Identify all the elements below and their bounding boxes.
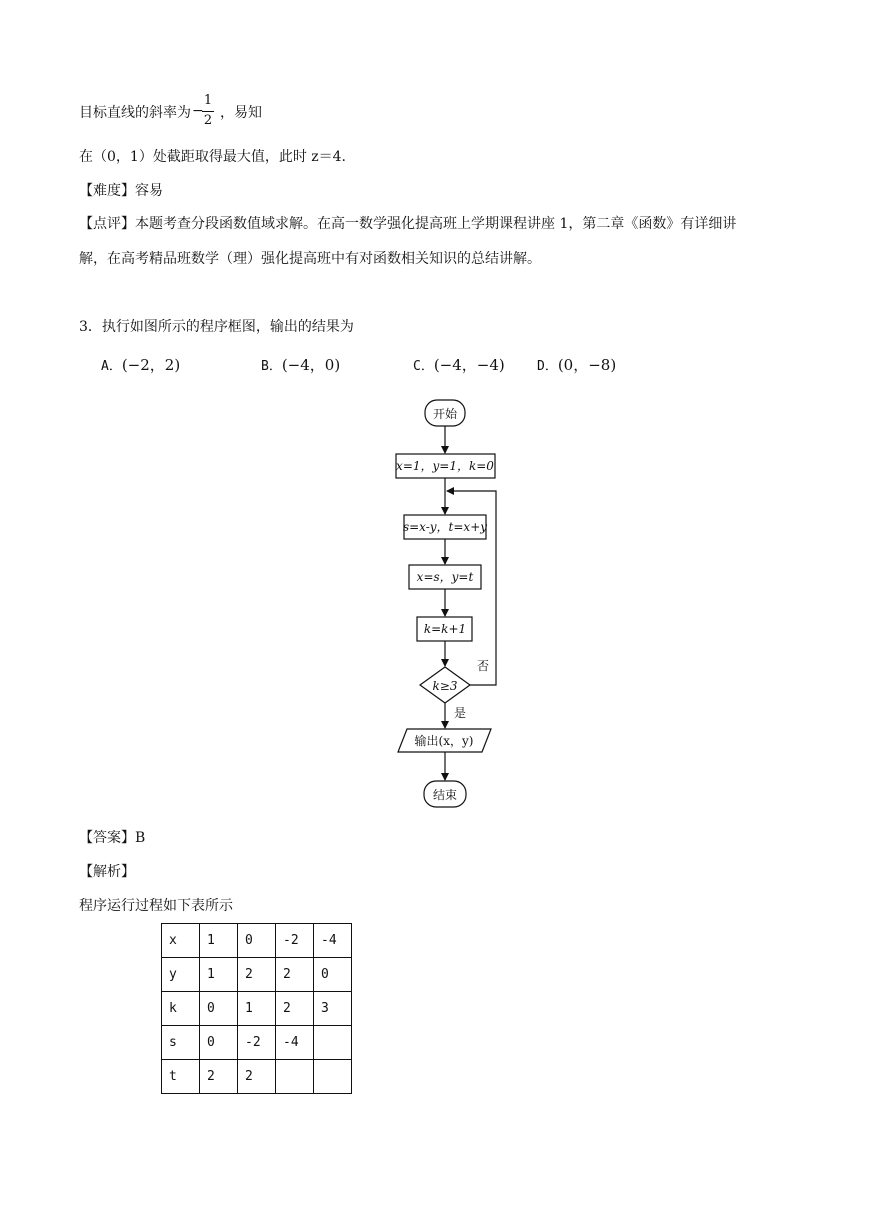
table-cell: 0: [314, 958, 352, 992]
table-cell: -4: [314, 924, 352, 958]
table-row: [162, 1026, 352, 1060]
table-cell: 2: [276, 958, 314, 992]
table-cell: 2: [200, 1060, 238, 1094]
table-cell: 2: [238, 1060, 276, 1094]
flow-step1-label: s=x-y，t=x+y: [402, 520, 488, 534]
flow-yes-label: 是: [454, 706, 467, 720]
table-cell: x: [162, 924, 200, 958]
max-intercept-line: 在（0，1）处截距取得最大值，此时 z＝4.: [79, 149, 346, 165]
table-cell: 1: [200, 958, 238, 992]
table-cell: 3: [314, 992, 352, 1026]
answer-line: 【答案】B: [79, 830, 146, 846]
flow-step3-label: k=k+1: [423, 622, 467, 636]
flow-condition-label: k≥3: [432, 679, 458, 693]
option-a-letter: A．: [101, 359, 122, 374]
flow-end-label: 结束: [432, 788, 458, 802]
table-cell: t: [162, 1060, 200, 1094]
table-row: [162, 924, 352, 958]
trace-table: [161, 923, 352, 1094]
table-cell: [314, 1060, 352, 1094]
slope-text: 目标直线的斜率为: [79, 105, 191, 121]
flow-output-label: 输出(x，y): [414, 734, 474, 748]
analysis-label: 【解析】: [79, 864, 135, 880]
question-stem: 3．执行如图所示的程序框图，输出的结果为: [79, 319, 354, 335]
table-cell: 2: [238, 958, 276, 992]
table-cell: [314, 1026, 352, 1060]
table-cell: -2: [238, 1026, 276, 1060]
table-cell: -4: [276, 1026, 314, 1060]
option-d-value: (0，−8): [557, 356, 617, 374]
table-cell: s: [162, 1026, 200, 1060]
comment-line-2: 解，在高考精品班数学（理）强化提高班中有对函数相关知识的总结讲解。: [79, 251, 541, 267]
table-intro: 程序运行过程如下表所示: [79, 898, 233, 914]
table-cell: -2: [276, 924, 314, 958]
option-c-value: (−4，−4): [433, 356, 505, 374]
option-b-value: (−4，0): [281, 356, 341, 374]
table-cell: 0: [238, 924, 276, 958]
option-d-letter: D．: [537, 359, 558, 374]
difficulty-line: 【难度】容易: [79, 183, 163, 199]
slope-text-suffix: ，易知: [220, 105, 262, 121]
flow-step2-label: x=s，y=t: [416, 570, 474, 584]
table-cell: 1: [200, 924, 238, 958]
fraction-denominator: 2: [203, 113, 213, 128]
table-cell: 0: [200, 992, 238, 1026]
flow-no-label: 否: [477, 659, 490, 673]
table-cell: y: [162, 958, 200, 992]
fraction-minus: −: [192, 103, 204, 119]
fraction-numerator: 1: [203, 93, 213, 108]
option-b-letter: B．: [261, 359, 282, 374]
table-row: [162, 958, 352, 992]
table-cell: 2: [276, 992, 314, 1026]
table-cell: 1: [238, 992, 276, 1026]
table-cell: [276, 1060, 314, 1094]
option-a-value: (−2，2): [121, 356, 181, 374]
comment-line-1: 【点评】本题考查分段函数值域求解。在高一数学强化提高班上学期课程讲座 1，第二章《函数》有详细讲: [79, 216, 737, 232]
table-cell: 0: [200, 1026, 238, 1060]
flow-start-label: 开始: [432, 407, 458, 421]
table-row: [162, 1060, 352, 1094]
flow-init-label: x=1，y=1，k=0: [396, 459, 494, 473]
table-row: [162, 992, 352, 1026]
table-cell: k: [162, 992, 200, 1026]
option-c-letter: C．: [413, 359, 434, 374]
